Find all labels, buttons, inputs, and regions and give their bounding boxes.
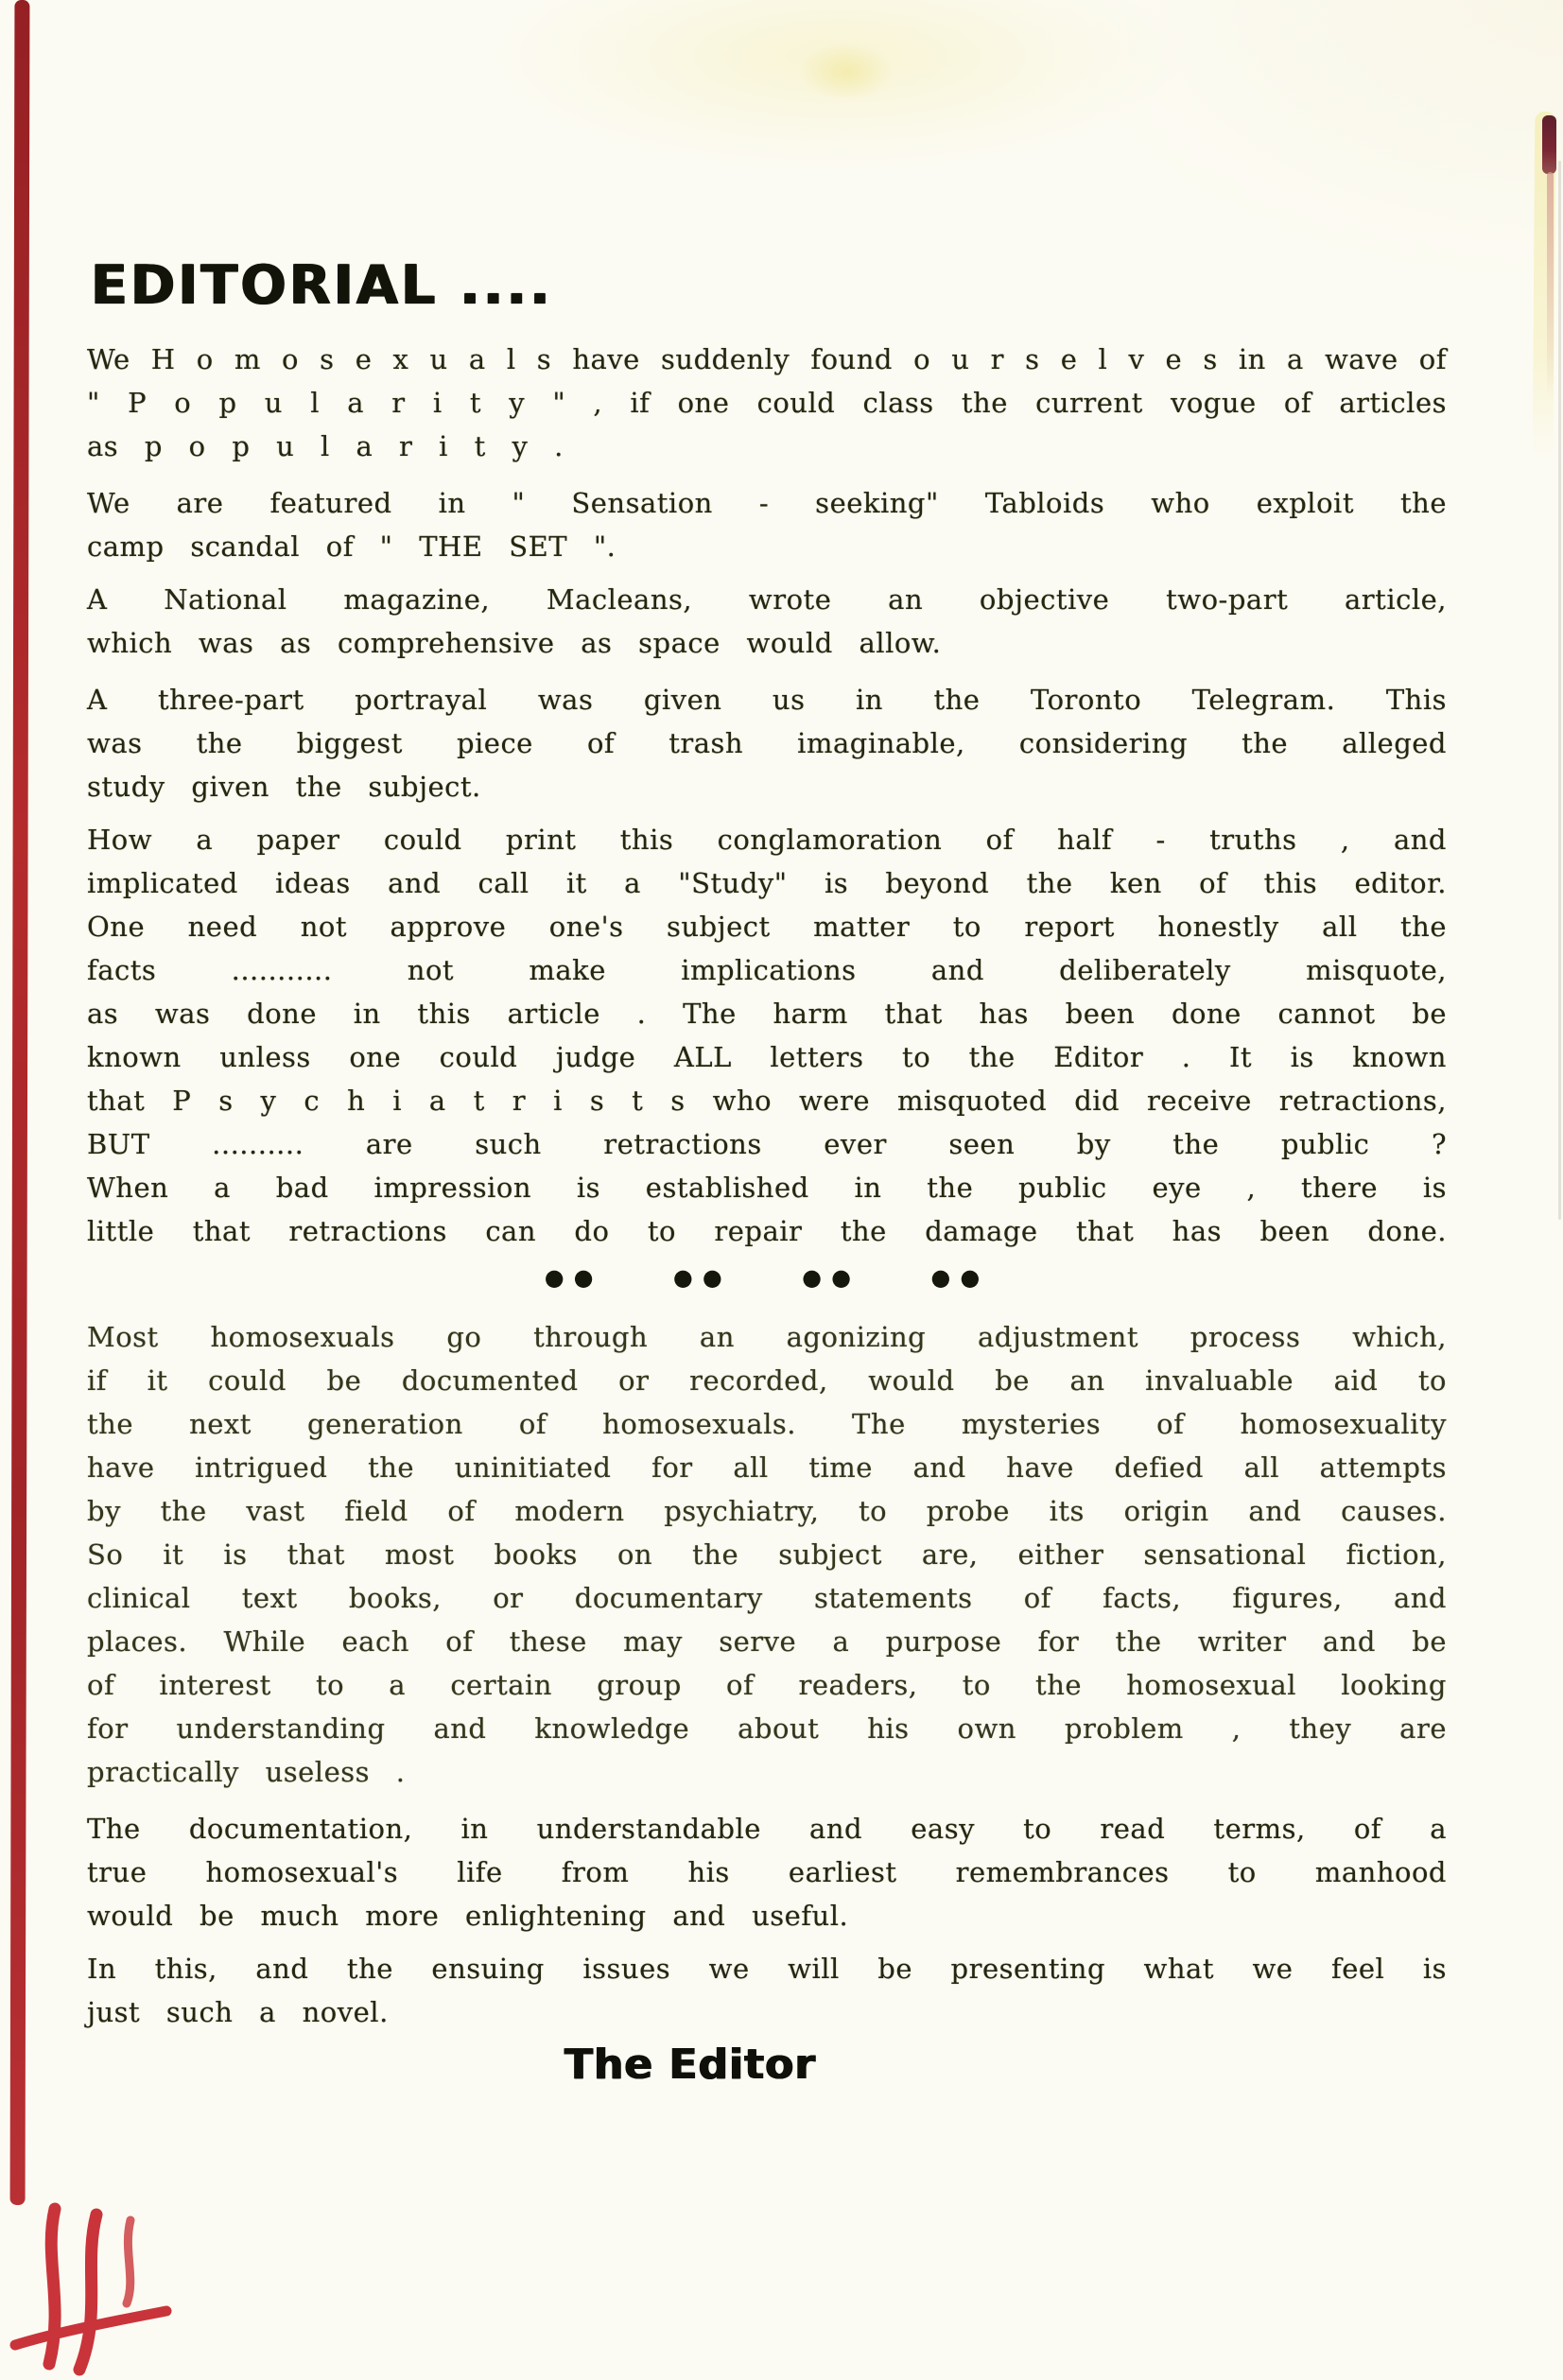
paragraph-7 (87, 1807, 1447, 1937)
text-line: The documentation, in understandable and easy to read terms, of a (87, 1813, 1447, 1845)
paragraph-5 (87, 818, 1447, 1253)
text-line: In this, and the ensuing issues we will be presenting what we feel is (87, 1953, 1447, 1985)
text-line: So it is that most books on the subject are, either sensational fiction, (87, 1538, 1447, 1571)
text-line: implicated ideas and call it a "Study" is beyond the ken of this editor. (87, 867, 1447, 899)
text-line: clinical text books, or documentary statements of facts, figures, and (87, 1582, 1447, 1614)
text-line: We H o m o s e x u a l s have suddenly found o u r s e l v e s in a wave of (87, 343, 1447, 375)
text-line: little that retractions can do to repair the damage that has been done. (87, 1215, 1447, 1247)
text-line: One need not approve one's subject matter to report honestly all the (87, 911, 1447, 943)
text-line: as was done in this article . The harm that has been done cannot be (87, 998, 1447, 1030)
text-line: facts ........... not make implications and deliberately misquote, (87, 954, 1447, 986)
text-line: camp scandal of " THE SET ". (87, 530, 617, 563)
text-line: have intrigued the uninitiated for all time and have defied all attempts (87, 1451, 1447, 1484)
text-line: of interest to a certain group of readers, to the homosexual looking (87, 1669, 1447, 1701)
paragraph-8 (87, 1947, 1447, 2034)
text-line: as p o p u l a r i t y . (87, 430, 564, 462)
text-line: Most homosexuals go through an agonizing adjustment process which, (87, 1321, 1447, 1353)
text-line: A National magazine, Macleans, wrote an objective two-part article, (87, 583, 1447, 616)
text-line: When a bad impression is established in the public eye , there is (87, 1172, 1447, 1204)
paragraph-6 (87, 1315, 1447, 1794)
paragraph-1 (87, 338, 1447, 468)
text-line: " P o p u l a r i t y " , if one could class the current vogue of articles (87, 387, 1447, 419)
text-line: BUT .......... are such retractions ever seen by the public ? (87, 1128, 1447, 1160)
text-line: places. While each of these may serve a purpose for the writer and be (87, 1625, 1447, 1658)
text-line: study given the subject. (87, 771, 481, 803)
text-line: true homosexual's life from his earliest remembrances to manhood (87, 1856, 1447, 1888)
paragraph-2 (87, 481, 1447, 568)
text-line: that P s y c h i a t r i s t s who were misquoted did receive retractions, (87, 1085, 1447, 1117)
paragraph-4 (87, 678, 1447, 808)
page-title: EDITORIAL .... (91, 254, 553, 317)
red-margin-line (10, 0, 30, 2205)
paper-stain-top (799, 43, 894, 101)
text-line: for understanding and knowledge about his own problem , they are (87, 1712, 1447, 1745)
text-line: was the biggest piece of trash imaginable, considering the alleged (87, 727, 1447, 759)
section-separator-dots: ●● ●● ●● ●● (544, 1263, 990, 1291)
red-scribble-marks (6, 2192, 185, 2380)
text-line: if it could be documented or recorded, would be an invaluable aid to (87, 1364, 1447, 1397)
maroon-edge-mark-tail (1547, 172, 1554, 399)
text-line: just such a novel. (87, 1996, 389, 2028)
paragraph-3 (87, 578, 1447, 665)
editor-signature: The Editor (564, 2041, 817, 2089)
text-line: known unless one could judge ALL letters to the Editor . It is known (87, 1041, 1447, 1073)
text-line: would be much more enlightening and useful. (87, 1900, 849, 1932)
editorial-text-column (87, 253, 1447, 2087)
page-edge-line (1558, 161, 1561, 1220)
text-line: We are featured in " Sensation - seeking" Tabloids who exploit the (87, 487, 1447, 519)
maroon-edge-mark (1542, 115, 1556, 174)
text-line: which was as comprehensive as space would allow. (87, 627, 942, 659)
text-line: How a paper could print this conglamoration of half - truths , and (87, 824, 1447, 856)
text-line: practically useless . (87, 1756, 406, 1788)
text-line: by the vast field of modern psychiatry, to probe its origin and causes. (87, 1495, 1447, 1527)
text-line: A three-part portrayal was given us in the Toronto Telegram. This (87, 684, 1447, 716)
text-line: the next generation of homosexuals. The mysteries of homosexuality (87, 1408, 1447, 1440)
